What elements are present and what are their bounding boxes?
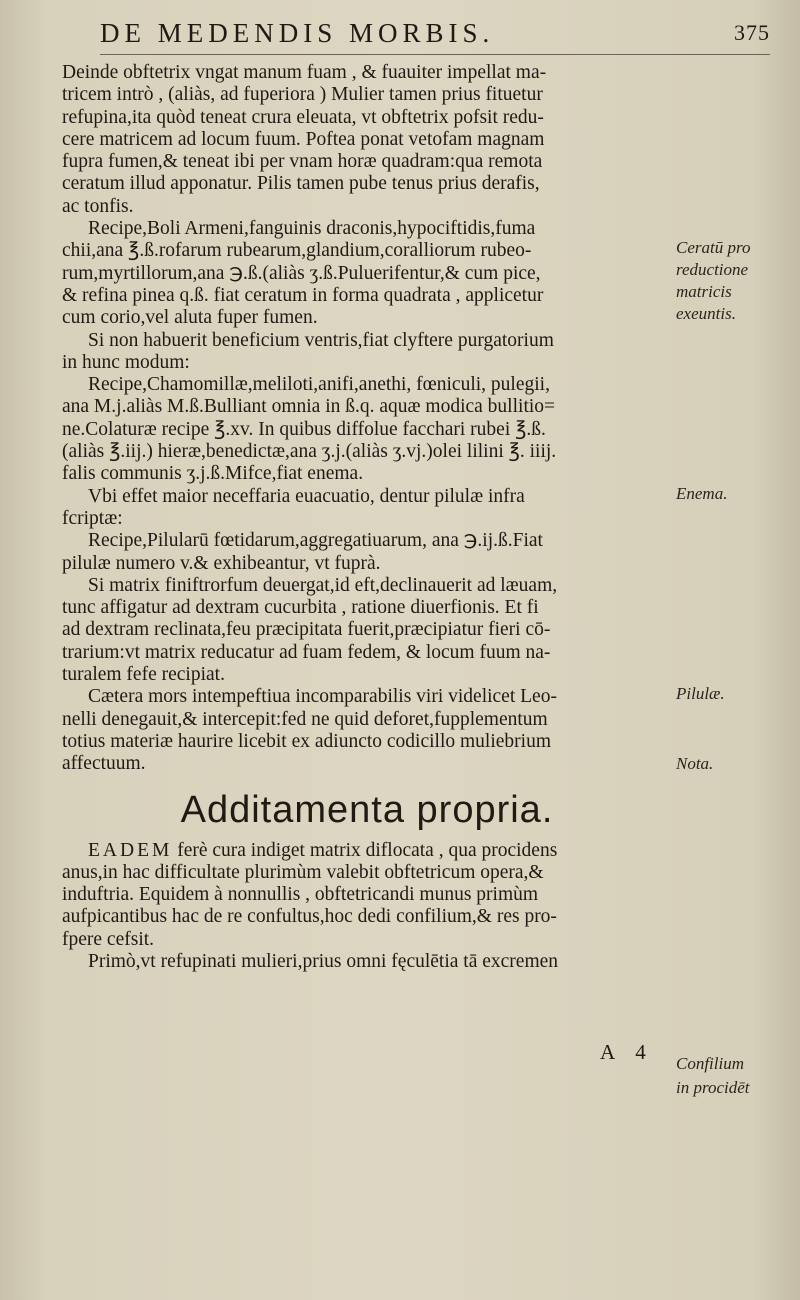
text-line: falis communis ʒ.j.ß.Mifce,fiat enema. [62,463,364,485]
margin-note-ceratum: reductione [676,260,749,279]
text-line: Si non habuerit beneficium ventris,fiat clyftere purgatorium [88,329,554,351]
margin-note-pilulae: Pilulæ. [676,684,725,703]
text-line: Recipe,Boli Armeni,fanguinis draconis,hypociftidis,fuma [88,218,536,240]
text-line: pilulæ numero v.& exhibeantur, vt fuprà. [62,552,381,574]
signature-mark: A 4 [600,1040,654,1064]
margin-note-consilium: Confilium [676,1054,745,1073]
text-line: aufpicantibus hac de re confultus,hoc dedi confilium,& res pro- [62,906,557,928]
text-line: fpere cefsit. [62,928,155,950]
text-line: ne.Colaturæ recipe ℥.xv. In quibus diffolue facchari rubei ℥.ß. [62,418,546,440]
margin-note-ceratum: exeuntis. [676,304,736,323]
margin-note-ceratum: Ceratū pro [676,238,751,257]
text-line: refupina,ita quòd teneat crura eleuata, vt obftetrix pofsit redu- [62,106,544,128]
text-line: Primò,vt refupinati mulieri,prius omni fęculētia tā excremen [88,950,559,972]
text-line: induftria. Equidem à nonnullis , obftetricandi munus primùm [62,884,539,906]
paragraph-nota [62,575,672,686]
text-line: trarium:vt matrix reducatur ad fuam fedem, & locum fuum na- [62,641,551,663]
text-line: & refina pinea q.ß. fiat ceratum in forma quadrata , applicetur [62,284,544,306]
text-line [62,840,672,862]
page-header [100,14,770,55]
paragraph-deinde [62,62,672,218]
text-line: nelli denegauit,& intercepit:fed ne quid deforet,fupplementum [62,708,548,730]
text-line: in hunc modum: [62,351,190,373]
text-line: tricem intrò , (aliàs, ad fuperiora ) Mulier tamen prius fituetur [62,84,543,106]
text-line: Cætera mors intempeftiua incomparabilis viri videlicet Leo- [88,686,557,708]
text-line: ceratum illud apponatur. Pilis tamen pube tenus prius derafis, [62,173,540,195]
text-line: Recipe,Chamomillæ,meliloti,anifi,anethi, fœniculi, pulegii, [88,374,550,396]
margin-note-procidentia: in procidēt [676,1078,750,1097]
text-line: (aliàs ℥.iij.) hieræ,benedictæ,ana ʒ.j.(aliàs ʒ.vj.)olei lilini ℥. iiij. [62,441,557,463]
text-line: fcriptæ: [62,507,123,529]
paragraph-closing [62,686,672,775]
text-line: ad dextram reclinata,feu præcipitata fuerit,præcipiatur fieri cō- [62,619,551,641]
paragraph-additamenta [62,840,672,974]
text-line: fupra fumen,& teneat ibi per vnam horæ quadram:qua remota [62,151,543,173]
text-line: Vbi effet maior neceffaria euacuatio, dentur pilulæ infra [88,485,525,507]
margin-note-enema: Enema. [676,484,728,503]
text-line-rest: ferè cura indiget matrix diflocata , qua procidens [177,839,558,861]
margin-note-nota: Nota. [676,754,714,773]
initial-word: EADEM [88,839,173,861]
recipe-enema [62,374,672,485]
main-text-block [62,62,672,973]
text-line: Recipe,Pilularū fœtidarum,aggregatiuarum, ana ℈.ij.ß.Fiat [88,530,543,552]
text-line: affectuum. [62,753,146,775]
text-line: chii,ana ℥.ß.rofarum rubearum,glandium,coralliorum rubeo- [62,240,532,262]
section-heading: Additamenta propria. [180,788,554,831]
clyster-intro [62,330,672,375]
text-line: rum,myrtillorum,ana ℈.ß.(aliàs ʒ.ß.Puluerifentur,& cum pice, [62,262,541,284]
recipe-pills [62,530,672,575]
text-line: Deinde obftetrix vngat manum fuam , & fuauiter impellat ma- [62,62,547,83]
running-title: DE MEDENDIS MORBIS. [100,18,495,48]
text-line: ac tonfis. [62,195,134,217]
text-line: tunc affigatur ad dextram cucurbita , ratione diuerfionis. Et fi [62,597,539,619]
text-line: turalem fefe recipiat. [62,664,225,686]
text-line: cum corio,vel aluta fuper fumen. [62,307,318,329]
text-line: anus,in hac difficultate plurimùm valebit obftetricum opera,& [62,861,544,883]
text-line: ana M.j.aliàs M.ß.Bulliant omnia in ß.q. aquæ modica bullitio= [62,396,556,418]
text-line: Si matrix finiftrorfum deuergat,id eft,declinauerit ad læuam, [88,574,558,596]
text-line: totius materiæ haurire licebit ex adiuncto codicillo muliebrium [62,730,551,752]
pills-intro [62,486,672,531]
text-line: cere matricem ad locum fuum. Poftea ponat vetofam magnam [62,128,545,150]
margin-note-ceratum: matricis [676,282,732,301]
page-number: 375 [734,20,770,45]
recipe-ceratum [62,218,672,329]
